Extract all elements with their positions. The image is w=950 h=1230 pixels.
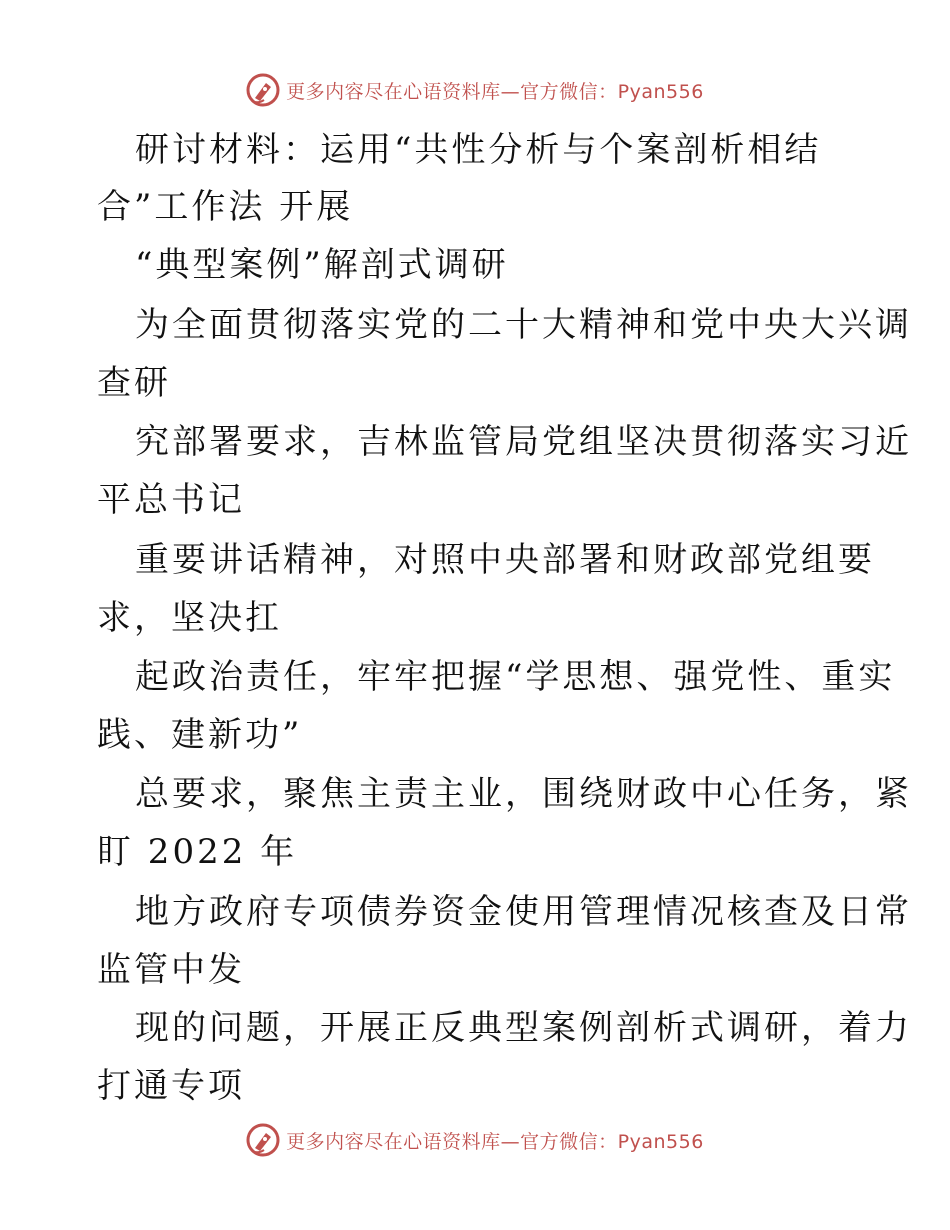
paragraph-line: 重要讲话精神，对照中央部署和财政部党组要: [135, 540, 875, 580]
paragraph-line: 盯 2022 年: [97, 832, 298, 872]
paragraph-line: 起政治责任，牢牢把握“学思想、强党性、重实: [135, 657, 896, 697]
paragraph-line: 平总书记: [97, 480, 245, 520]
paragraph-line: 求，坚决扛: [97, 598, 282, 638]
pen-nib-seal-icon: [246, 1123, 280, 1157]
paragraph-line: 监管中发: [97, 950, 245, 990]
paragraph-line: 研讨材料：运用“共性分析与个案剖析相结: [135, 130, 822, 170]
paragraph-line: 地方政府专项债券资金使用管理情况核查及日常: [135, 892, 912, 932]
paragraph-line: 践、建新功”: [97, 715, 303, 755]
watermark-text: 更多内容尽在心语资料库—官方微信：Pyan556: [286, 80, 704, 103]
paragraph-line: 查研: [97, 363, 171, 403]
paragraph-line: 打通专项: [97, 1066, 245, 1106]
paragraph-line: 总要求，聚焦主责主业，围绕财政中心任务，紧: [135, 774, 912, 814]
paragraph-line: 为全面贯彻落实党的二十大精神和党中央大兴调: [135, 305, 912, 345]
paragraph-line: 合”工作法 开展: [97, 187, 354, 227]
paragraph-line: 究部署要求，吉林监管局党组坚决贯彻落实习近: [135, 422, 912, 462]
watermark-text: 更多内容尽在心语资料库—官方微信：Pyan556: [286, 1130, 704, 1153]
header-watermark: [0, 72, 950, 108]
footer-watermark: [0, 1122, 950, 1158]
paragraph-line: 现的问题，开展正反典型案例剖析式调研，着力: [135, 1008, 912, 1048]
pen-nib-seal-icon: [246, 73, 280, 107]
paragraph-line: “典型案例”解剖式调研: [135, 245, 509, 285]
